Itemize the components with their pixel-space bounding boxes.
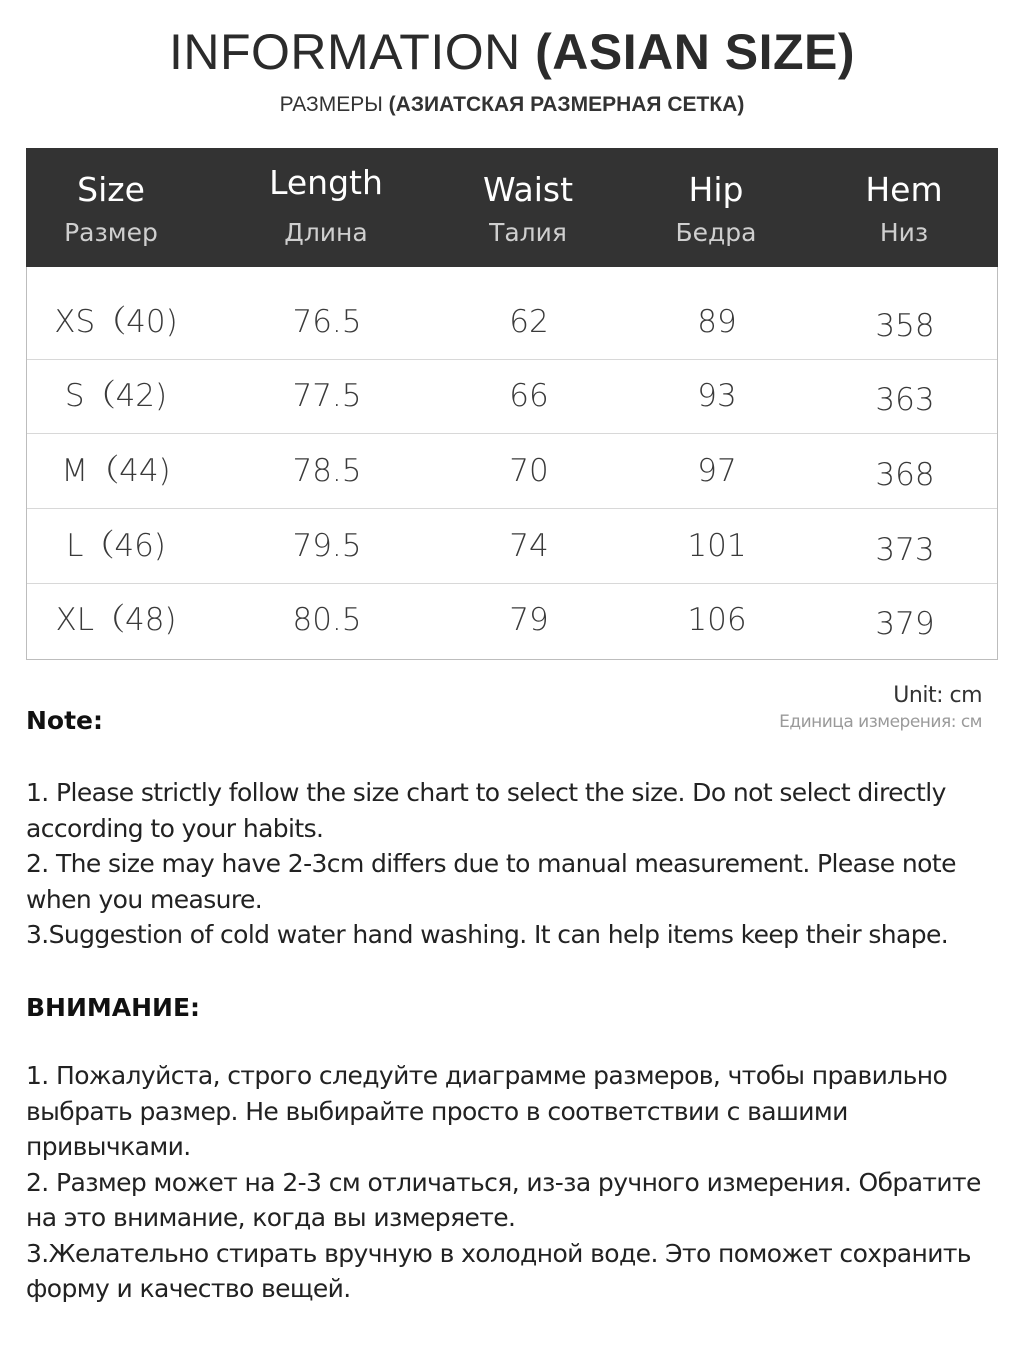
table-row	[27, 285, 997, 360]
cell-waist: 66	[509, 378, 549, 414]
note-item: 3.Suggestion of cold water hand washing. It can help items keep their shape.	[26, 920, 949, 949]
table-row	[27, 583, 997, 657]
cell-length: 77.5	[292, 378, 362, 414]
cell-size: XS（40)	[54, 304, 178, 340]
note-item-ru: 3.Желательно стирать вручную в холодной воде. Это поможет сохранить форму и качество вещей.	[26, 1238, 971, 1303]
note-heading: Note:	[26, 706, 104, 735]
cell-length: 78.5	[292, 453, 362, 489]
cell-hip: 89	[697, 304, 737, 340]
column-header-ru: Размер	[64, 218, 158, 247]
cell-hip: 97	[697, 453, 737, 489]
column-header-en: Hem	[865, 170, 943, 209]
cell-waist: 79	[509, 602, 549, 638]
column-header-en: Length	[269, 163, 383, 202]
column-header-en: Waist	[482, 170, 574, 209]
cell-hip: 106	[687, 602, 747, 638]
note-item: 2. The size may have 2-3cm differs due to manual measurement. Please note when you measure.	[26, 849, 956, 914]
unit-en: Unit: cm	[893, 683, 982, 708]
cell-length: 80.5	[292, 602, 362, 638]
cell-hem: 379	[875, 606, 935, 642]
column-header-ru: Низ	[879, 218, 929, 247]
subtitle-light: РАЗМЕРЫ	[279, 93, 383, 116]
title-light: INFORMATION	[168, 24, 521, 80]
column-header-ru: Бедра	[675, 218, 757, 247]
cell-waist: 62	[509, 304, 549, 340]
table-header	[26, 148, 998, 267]
table-row	[27, 359, 997, 434]
column-header-hip	[616, 148, 816, 267]
cell-size: M（44)	[61, 453, 171, 489]
page-subtitle	[0, 92, 1024, 118]
note-heading-ru: ВНИМАНИЕ:	[26, 993, 201, 1022]
unit-ru: Единица измерения: см	[779, 712, 982, 732]
column-header-ru: Длина	[284, 218, 368, 247]
unit-label	[779, 681, 982, 733]
table-row	[27, 509, 997, 584]
column-header-hem	[804, 148, 1004, 267]
cell-length: 79.5	[292, 528, 362, 564]
cell-hip: 93	[697, 378, 737, 414]
size-table	[26, 148, 998, 660]
cell-hem: 363	[875, 382, 935, 418]
cell-size: XL（48)	[55, 602, 177, 638]
page-title	[0, 22, 1024, 82]
column-header-ru: Талия	[489, 218, 567, 247]
cell-waist: 74	[509, 528, 549, 564]
cell-hem: 368	[875, 457, 935, 493]
note-list	[26, 775, 998, 953]
column-header-length	[226, 148, 426, 267]
note-item-ru: 1. Пожалуйста, строго следуйте диаграмме размеров, чтобы правильно выбрать размер. Не выбирайте просто в соответствии с вашими привычками.	[26, 1061, 948, 1161]
cell-size: L（46)	[66, 528, 166, 564]
cell-length: 76.5	[292, 304, 362, 340]
note-item-ru: 2. Размер может на 2-3 см отличаться, из-за ручного измерения. Обратите на это внимание, когда вы измеряете.	[26, 1167, 981, 1232]
column-header-en: Size	[77, 170, 145, 209]
cell-hem: 358	[875, 308, 935, 344]
column-header-en: Hip	[688, 170, 744, 209]
table-row	[27, 434, 997, 509]
note-item: 1. Please strictly follow the size chart to select the size. Do not select directly according to your habits.	[26, 778, 946, 843]
cell-hem: 373	[875, 532, 935, 568]
subtitle-bold: (АЗИАТСКАЯ РАЗМЕРНАЯ СЕТКА)	[388, 93, 745, 116]
cell-size: S（42)	[64, 378, 168, 414]
column-header-size	[26, 148, 196, 267]
note-list-ru	[26, 1058, 998, 1307]
cell-waist: 70	[509, 453, 549, 489]
cell-hip: 101	[687, 528, 747, 564]
column-header-waist	[428, 148, 628, 267]
title-bold: (ASIAN SIZE)	[535, 24, 856, 80]
